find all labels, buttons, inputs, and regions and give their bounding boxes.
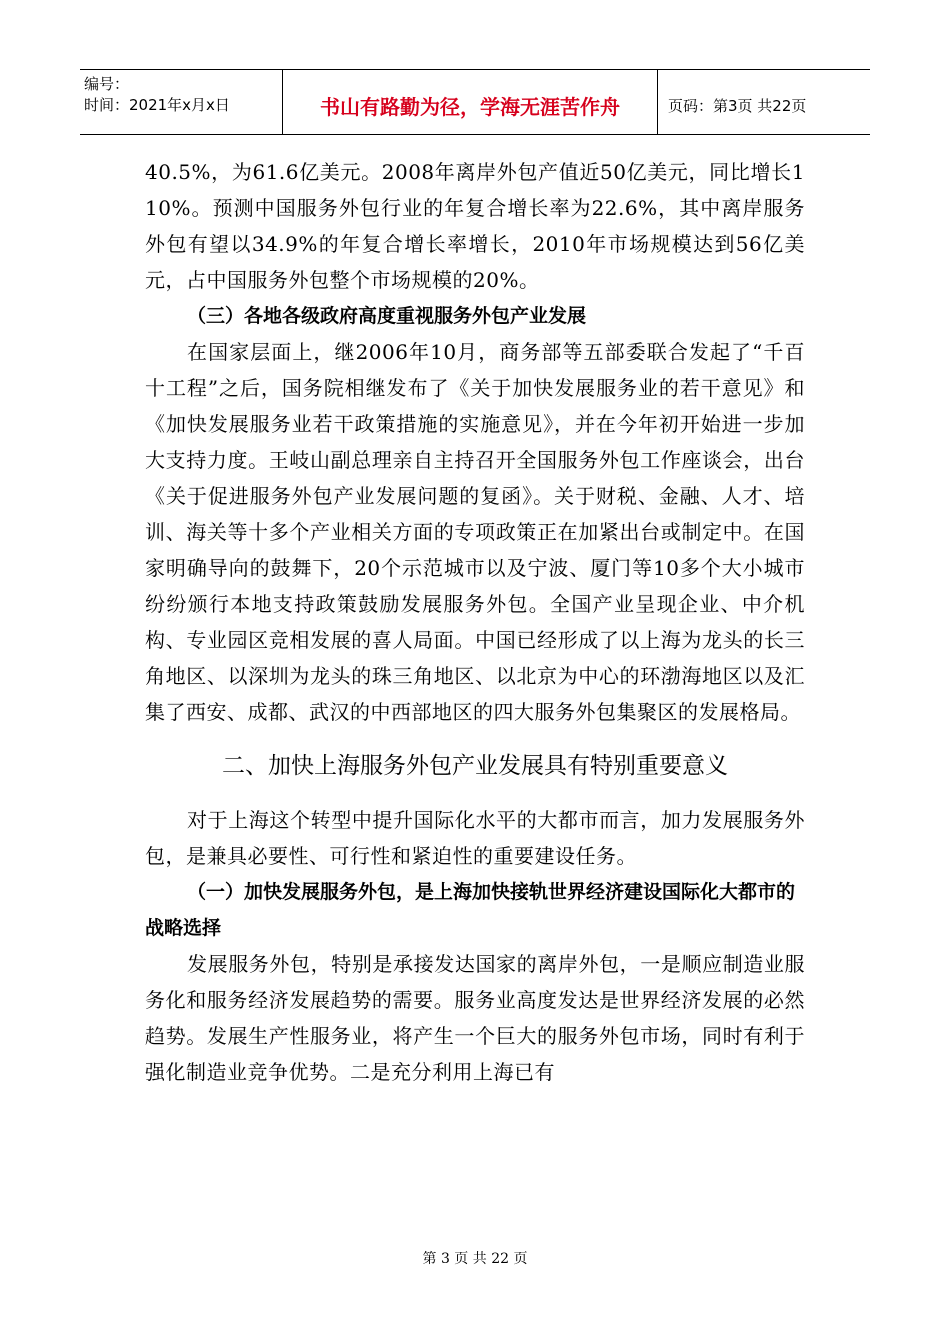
section-heading-2: 二、加快上海服务外包产业发展具有特别重要意义 bbox=[222, 753, 728, 779]
subheading-strategic-choice: （一）加快发展服务外包，是上海加快接轨世界经济建设国际化大都市的战略选择 bbox=[145, 881, 796, 939]
document-body bbox=[145, 154, 805, 1090]
page-footer: 第 3 页 共 22 页 bbox=[422, 1251, 528, 1267]
document-date: 时间：2021年x月x日 bbox=[84, 96, 230, 114]
paragraph-offshore-outsourcing: 发展服务外包，特别是承接发达国家的离岸外包，一是顺应制造业服务化和服务经济发展趋势的需要。服务业高度发达是世界经济发展的必然趋势。发展生产性服务业，将产生一个巨大的服务外包市场，同时有利于强化制造业竞争优势。二是充分利用上海已有 bbox=[145, 952, 805, 1084]
header-motto: 书山有路勤为径，学海无涯苦作舟 bbox=[283, 70, 658, 134]
paragraph-national-policy: 在国家层面上，继2006年10月，商务部等五部委联合发起了“千百十工程”之后，国务院相继发布了《关于加快发展服务业的若干意见》和《加快发展服务业若干政策措施的实施意见》，并在今年初开始进一步加大支持力度。王岐山副总理亲自主持召开全国服务外包工作座谈会，出台《关于促进服务外包产业发展问题的复函》。关于财税、金融、人才、培训、海关等十多个产业相关方面的专项政策正在加紧出台或制定中。在国家明确导向的鼓舞下，20个示范城市以及宁波、厦门等10多个大小城市纷纷颁行本地支持政策鼓励发展服务外包。全国产业呈现企业、中介机构、专业园区竞相发展的喜人局面。中国已经形成了以上海为龙头的长三角地区、以深圳为龙头的珠三角地区、以北京为中心的环渤海地区以及汇集了西安、成都、武汉的中西部地区的四大服务外包集聚区的发展格局。 bbox=[145, 340, 805, 724]
header-page-info: 页码：第3页 共22页 bbox=[668, 96, 807, 115]
page-header bbox=[80, 69, 870, 135]
paragraph-shanghai-intro: 对于上海这个转型中提升国际化水平的大都市而言，加力发展服务外包，是兼具必要性、可行性和紧迫性的重要建设任务。 bbox=[145, 808, 805, 868]
subheading-government-support: （三）各地各级政府高度重视服务外包产业发展 bbox=[187, 305, 587, 327]
header-meta bbox=[80, 70, 283, 134]
paragraph-market-growth: 40.5%，为61.6亿美元。2008年离岸外包产值近50亿美元，同比增长110%。预测中国服务外包行业的年复合增长率为22.6%，其中离岸服务外包有望以34.9%的年复合增长率增长，2010年市场规模达到56亿美元，占中国服务外包整个市场规模的20%。 bbox=[145, 160, 805, 292]
document-number: 编号： bbox=[84, 75, 130, 93]
